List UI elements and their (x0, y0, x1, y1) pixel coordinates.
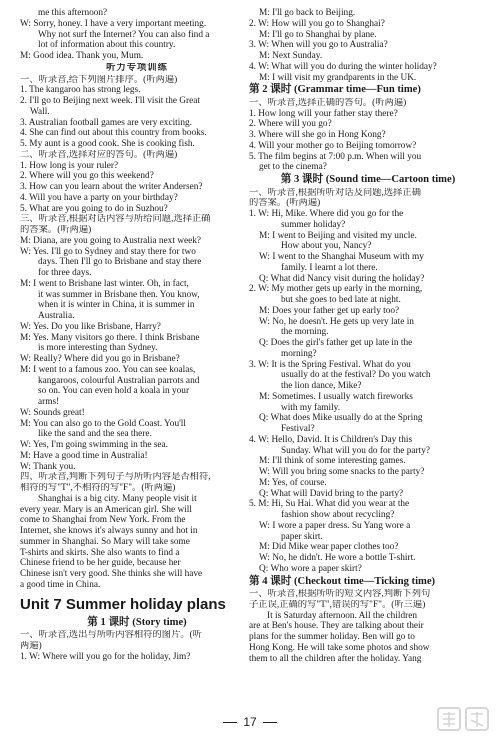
text-line: Shanghai is a big city. Many people visit it (38, 493, 197, 504)
text-line: W: Will you bring some snacks to the party? (259, 467, 425, 477)
text-line: Q: Does the girl's father get up late in the (259, 338, 413, 348)
text-line: 3. W: When will you go to Australia? (249, 40, 388, 51)
text-line: M: I will visit my grandparents in the UK. (259, 72, 417, 83)
section-heading: 听力专项训练 (106, 62, 168, 73)
text-line: 5. My aunt is a good cook. She is cooking fish. (20, 139, 195, 149)
text-line: 四、听录音,判断下列句子与所听内容是否相符, (20, 472, 211, 483)
text-line: when it is winter in China, it is summer in (38, 300, 195, 311)
text-line: 一、听录音,选出与所听内容相符的图片。(听 (20, 630, 203, 640)
text-line: 三、听录音,根据对话内容与所给问题,选择正确 (20, 214, 211, 225)
text-line: like the sand and the sea there. (38, 429, 152, 440)
text-line: is more interesting than Sydney. (38, 343, 158, 354)
text-line: How about you, Nancy? (281, 241, 372, 252)
text-line: 一、听录音,根据所听的短文内容,判断下列句 (249, 589, 431, 599)
text-line: family. I learnt a lot there. (281, 262, 378, 273)
text-line: 4. W: What will you do during the winter holiday? (249, 61, 437, 72)
text-line: 2. Where will you go this weekend? (20, 171, 154, 182)
text-line: T-shirts and skirts. She also wants to find a (20, 547, 180, 558)
text-line: 1. W: Where will you go for the holiday, Jim? (20, 651, 191, 662)
text-line: get to the cinema? (259, 162, 327, 173)
text-line: 5. The film begins at 7:00 p.m. When will you (249, 151, 422, 162)
text-line: but she goes to bed late at night. (281, 295, 401, 305)
text-line: Sunday. What will you do for the party? (281, 445, 430, 456)
text-line: Australia. (38, 311, 75, 321)
text-line: M: Did Mike wear paper clothes too? (259, 542, 399, 553)
text-line: fashion show about recycling? (281, 510, 395, 520)
lesson-heading: 第 2 课时 (Grammar time—Fun time) (249, 84, 421, 96)
text-line: summer holiday? (281, 219, 346, 230)
text-line: M: I'll go back to Beijing. (259, 8, 356, 18)
text-line: W: Really? Where did you go in Brisbane? (20, 354, 180, 364)
text-line: usually do at the festival? Do you watch (281, 370, 431, 381)
text-line: W: No, he doesn't. He gets up very late in (259, 316, 414, 327)
text-line: M: I went to a famous zoo. You can see koalas, (20, 364, 196, 375)
watermark-logo (436, 705, 494, 735)
dash-left (223, 722, 237, 723)
text-line: 相符的写"T",不相符的写"F"。(听两遍) (20, 483, 176, 493)
text-line: Chinese friend to be her guide, because her (20, 558, 181, 569)
text-line: lot of information about this country. (38, 40, 176, 51)
text-line: 一、听录音,根据所听对话及问题,选择正确 (249, 187, 421, 198)
text-line: Q: Who wore a paper skirt? (259, 563, 362, 574)
text-line: 4. Will your mother go to Beijing tomorrow? (249, 140, 417, 151)
text-line: with my family. (281, 402, 341, 413)
text-line: 一、听录音,选择正确的答句。(听两遍) (249, 97, 407, 108)
left-column (20, 8, 254, 662)
text-line: 两遍) (20, 640, 42, 651)
text-line: morning? (281, 348, 317, 359)
text-line: M: You can also go to the Gold Coast. You'll (20, 418, 186, 429)
text-line: me this afternoon? (38, 8, 108, 18)
text-line: M: Diana, are you going to Australia next week? (20, 235, 201, 246)
text-line: 2. W: My mother gets up early in the morning, (249, 284, 423, 295)
text-line: days. Then I'll go to Brisbane and stay there (38, 257, 202, 268)
text-line: it was summer in Brisbane then. You know, (38, 289, 200, 300)
text-line: every year. Mary is an American girl. She will (20, 504, 192, 515)
text-line: are at Ben's house. They are talking about their (249, 621, 424, 632)
text-line: M: Does your father get up early too? (259, 305, 400, 316)
text-line: 2. W: How will you go to Shanghai? (249, 18, 385, 29)
watermark-stamp-icon (436, 705, 494, 735)
text-line: 3. W: It is the Spring Festival. What do you (249, 359, 411, 370)
text-line: Q: What will David bring to the party? (259, 488, 404, 499)
text-line: 5. What are you going to do in Suzhou? (20, 203, 168, 214)
text-line: Festival? (281, 424, 315, 434)
text-line: for three days. (38, 268, 92, 278)
text-line: W: Sounds great! (20, 407, 85, 418)
text-line: 1. How long will your father stay there? (249, 108, 398, 119)
text-line: 3. How can you learn about the writer Andersen? (20, 182, 203, 192)
page-number-footer (0, 715, 500, 729)
text-line: M: Sometimes. I usually watch fireworks (259, 391, 413, 402)
text-line: 1. W: Hi, Mike. Where did you go for the (249, 209, 404, 219)
dash-right (263, 722, 277, 723)
lesson-heading: 第 1 课时 (Story time) (87, 616, 187, 628)
text-line: 2. Where will you go? (249, 119, 332, 130)
text-line: 4. W: Hello, David. It is Children's Day this (249, 434, 413, 445)
text-line: plans for the summer holiday. Ben will go to (249, 632, 415, 642)
text-line: M: I'll go to Shanghai by plane. (259, 29, 377, 40)
text-line: Wall. (30, 106, 50, 117)
text-line: W: I wore a paper dress. Su Yang wore a (259, 520, 411, 531)
text-line: 一、听录音,给下列图片排序。(听两遍) (20, 74, 178, 85)
text-line: M: Next Sunday. (259, 51, 323, 61)
text-line: 1. How long is your ruler? (20, 160, 119, 171)
text-line: W: I went to the Shanghai Museum with my (259, 252, 424, 262)
text-line: a good time in China. (20, 579, 101, 590)
text-line: W: Thank you. (20, 461, 76, 472)
lesson-heading: 第 4 课时 (Checkout time—Ticking time) (249, 575, 436, 587)
text-line: so on. You can even hold a koala in your (38, 386, 190, 397)
text-line: M: Yes. Many visitors go there. I think Brisbane (20, 332, 200, 343)
text-line: W: Yes. I'll go to Sydney and stay there for two (20, 246, 196, 257)
text-line: summer in Shanghai. So Mary will take some (20, 536, 190, 547)
text-line: 3. Where will she go in Hong Kong? (249, 130, 386, 140)
lesson-heading: 第 3 课时 (Sound time—Cartoon time) (280, 174, 456, 185)
text-line: W: Yes. Do you like Brisbane, Harry? (20, 321, 161, 332)
text-line: Hong Kong. He will take some photos and show (249, 642, 430, 653)
text-line: the lion dance, Mike? (281, 381, 362, 391)
text-line: It is Saturday afternoon. All the children (267, 610, 418, 621)
text-line: the morning. (281, 327, 329, 338)
text-line: Internet, she knows it's always sunny and hot in (20, 526, 198, 536)
text-line: M: Have a good time in Australia! (20, 450, 148, 461)
right-column (249, 8, 487, 664)
text-line: 3. Australian football games are very exciting. (20, 117, 192, 128)
text-line: M: I went to Brisbane last winter. Oh, in fact, (20, 278, 189, 289)
text-line: paper skirt. (281, 531, 323, 542)
text-line: W: No, he didn't. He wore a bottle T-shirt. (259, 553, 416, 563)
text-line: Why not surf the Internet? You can also find a (38, 29, 210, 40)
text-line: 的答案。(听两遍) (249, 198, 321, 209)
text-line: Q: What does Mike usually do at the Spring (259, 413, 423, 424)
text-line: M: Yes, of course. (259, 477, 327, 488)
text-line: 4. Will you have a party on your birthday? (20, 192, 178, 203)
text-line: 1. The kangaroo has strong legs. (20, 85, 141, 96)
text-line: kangaroos, colourful Australian parrots and (38, 375, 200, 386)
text-line: W: Sorry, honey. I have a very important meeting. (20, 18, 207, 29)
text-line: 子正误,正确的写"T",错误的写"F"。(听三遍) (249, 599, 426, 610)
text-line: Q: What did Nancy visit during the holiday? (259, 273, 425, 284)
text-line: Chinese isn't very good. She thinks she will have (20, 569, 203, 579)
text-line: 的答案。(听两遍) (20, 225, 92, 235)
text-line: come to Shanghai from New York. From the (20, 515, 186, 526)
page-number: 17 (243, 715, 257, 729)
text-line: 5. M: Hi, Su Hai. What did you wear at the (249, 499, 410, 510)
text-line: 2. I'll go to Beijing next week. I'll visit the Great (20, 96, 200, 106)
text-line: 二、听录音,选择对应的答句。(听两遍) (20, 149, 178, 160)
text-line: them to all the children after the holiday. Yang (249, 653, 422, 664)
text-line: M: I went to Beijing and visited my uncle. (259, 230, 417, 241)
text-line: M: Good idea. Thank you, Mum. (20, 51, 144, 61)
text-line: arms! (38, 397, 60, 407)
text-line: 4. She can find out about this country from books. (20, 128, 207, 139)
unit-title: Unit 7 Summer holiday plans (20, 595, 226, 613)
text-line: M: I'll think of some interesting games. (259, 456, 406, 467)
text-line: W: Yes, I'm going swimming in the sea. (20, 440, 169, 450)
